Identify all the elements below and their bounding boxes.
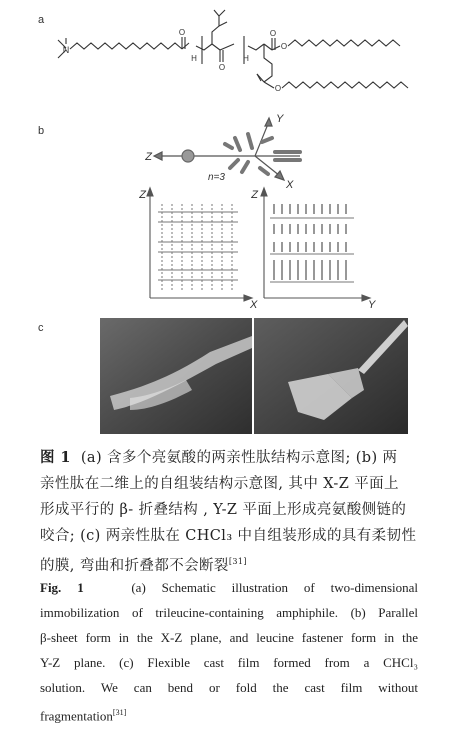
axis-label-z-right: Z: [251, 189, 258, 201]
caption-english: [40, 575, 418, 728]
caption-chinese: [40, 445, 418, 579]
caption-en-line-3: β-sheet form in the X-Z plane, and leucine fastener form in the: [40, 630, 418, 645]
caption-cn-line-1: (a) 含多个亮氨酸的两亲性肽结构示意图; (b) 两: [80, 450, 398, 466]
caption-en-ref: [31]: [112, 708, 127, 717]
panel-label-b: b: [38, 125, 45, 137]
atom-n: N: [62, 45, 70, 55]
caption-en-line-1: (a) Schematic illustration of two-dimensional: [131, 580, 418, 595]
caption-en-line-5: solution. We can bend or fold the cast film without: [40, 680, 418, 695]
caption-en-line-4: Y-Z plane. (c) Flexible cast film formed from a CHCl₃: [40, 655, 418, 670]
caption-en-line-2: immobilization of trileucine-containing amphiphile. (b) Parallel: [40, 605, 418, 620]
atom-o-2: O: [218, 63, 226, 72]
caption-cn-ref: [31]: [228, 557, 247, 566]
self-assembly-schematic: [140, 108, 410, 312]
caption-en-label: Fig. 1: [40, 580, 84, 595]
caption-cn-line-4: 咬合; (c) 两亲性肽在 CHCl₃ 中自组装形成的具有柔韧性: [40, 528, 417, 544]
axis-label-y-right: Y: [368, 299, 376, 311]
atom-h-1: H: [191, 54, 197, 63]
caption-en-line-6: fragmentation: [40, 708, 113, 724]
chemical-structure-diagram: [44, 2, 424, 114]
atom-o-4: O: [280, 42, 288, 51]
caption-cn-line-2: 亲性肽在二维上的自组装结构示意图, 其中 X-Z 平面上: [40, 476, 399, 492]
atom-o-5: O: [274, 84, 282, 93]
caption-cn-line-3: 形成平行的 β- 折叠结构 , Y-Z 平面上形成亮氨酸侧链的: [40, 502, 407, 518]
axis-label-z-top: Z: [145, 151, 152, 163]
panel-label-c: c: [38, 322, 44, 334]
atom-o-1: O: [178, 28, 186, 37]
photo-folded-film: [254, 318, 408, 434]
caption-cn-line-5: 的膜, 弯曲和折叠都不会断裂: [40, 557, 229, 574]
axis-label-x-left: X: [250, 299, 258, 311]
axis-label-z-left: Z: [139, 189, 146, 201]
atom-h-2: H: [243, 54, 249, 63]
atom-o-3: O: [269, 29, 277, 38]
photo-bent-film: [100, 318, 252, 434]
panel-label-a: a: [38, 14, 45, 26]
caption-cn-label: 图 1: [40, 449, 71, 466]
n-label: n=3: [208, 172, 225, 183]
axis-label-x-top: X: [286, 179, 294, 191]
axis-label-y-top: Y: [276, 113, 284, 125]
